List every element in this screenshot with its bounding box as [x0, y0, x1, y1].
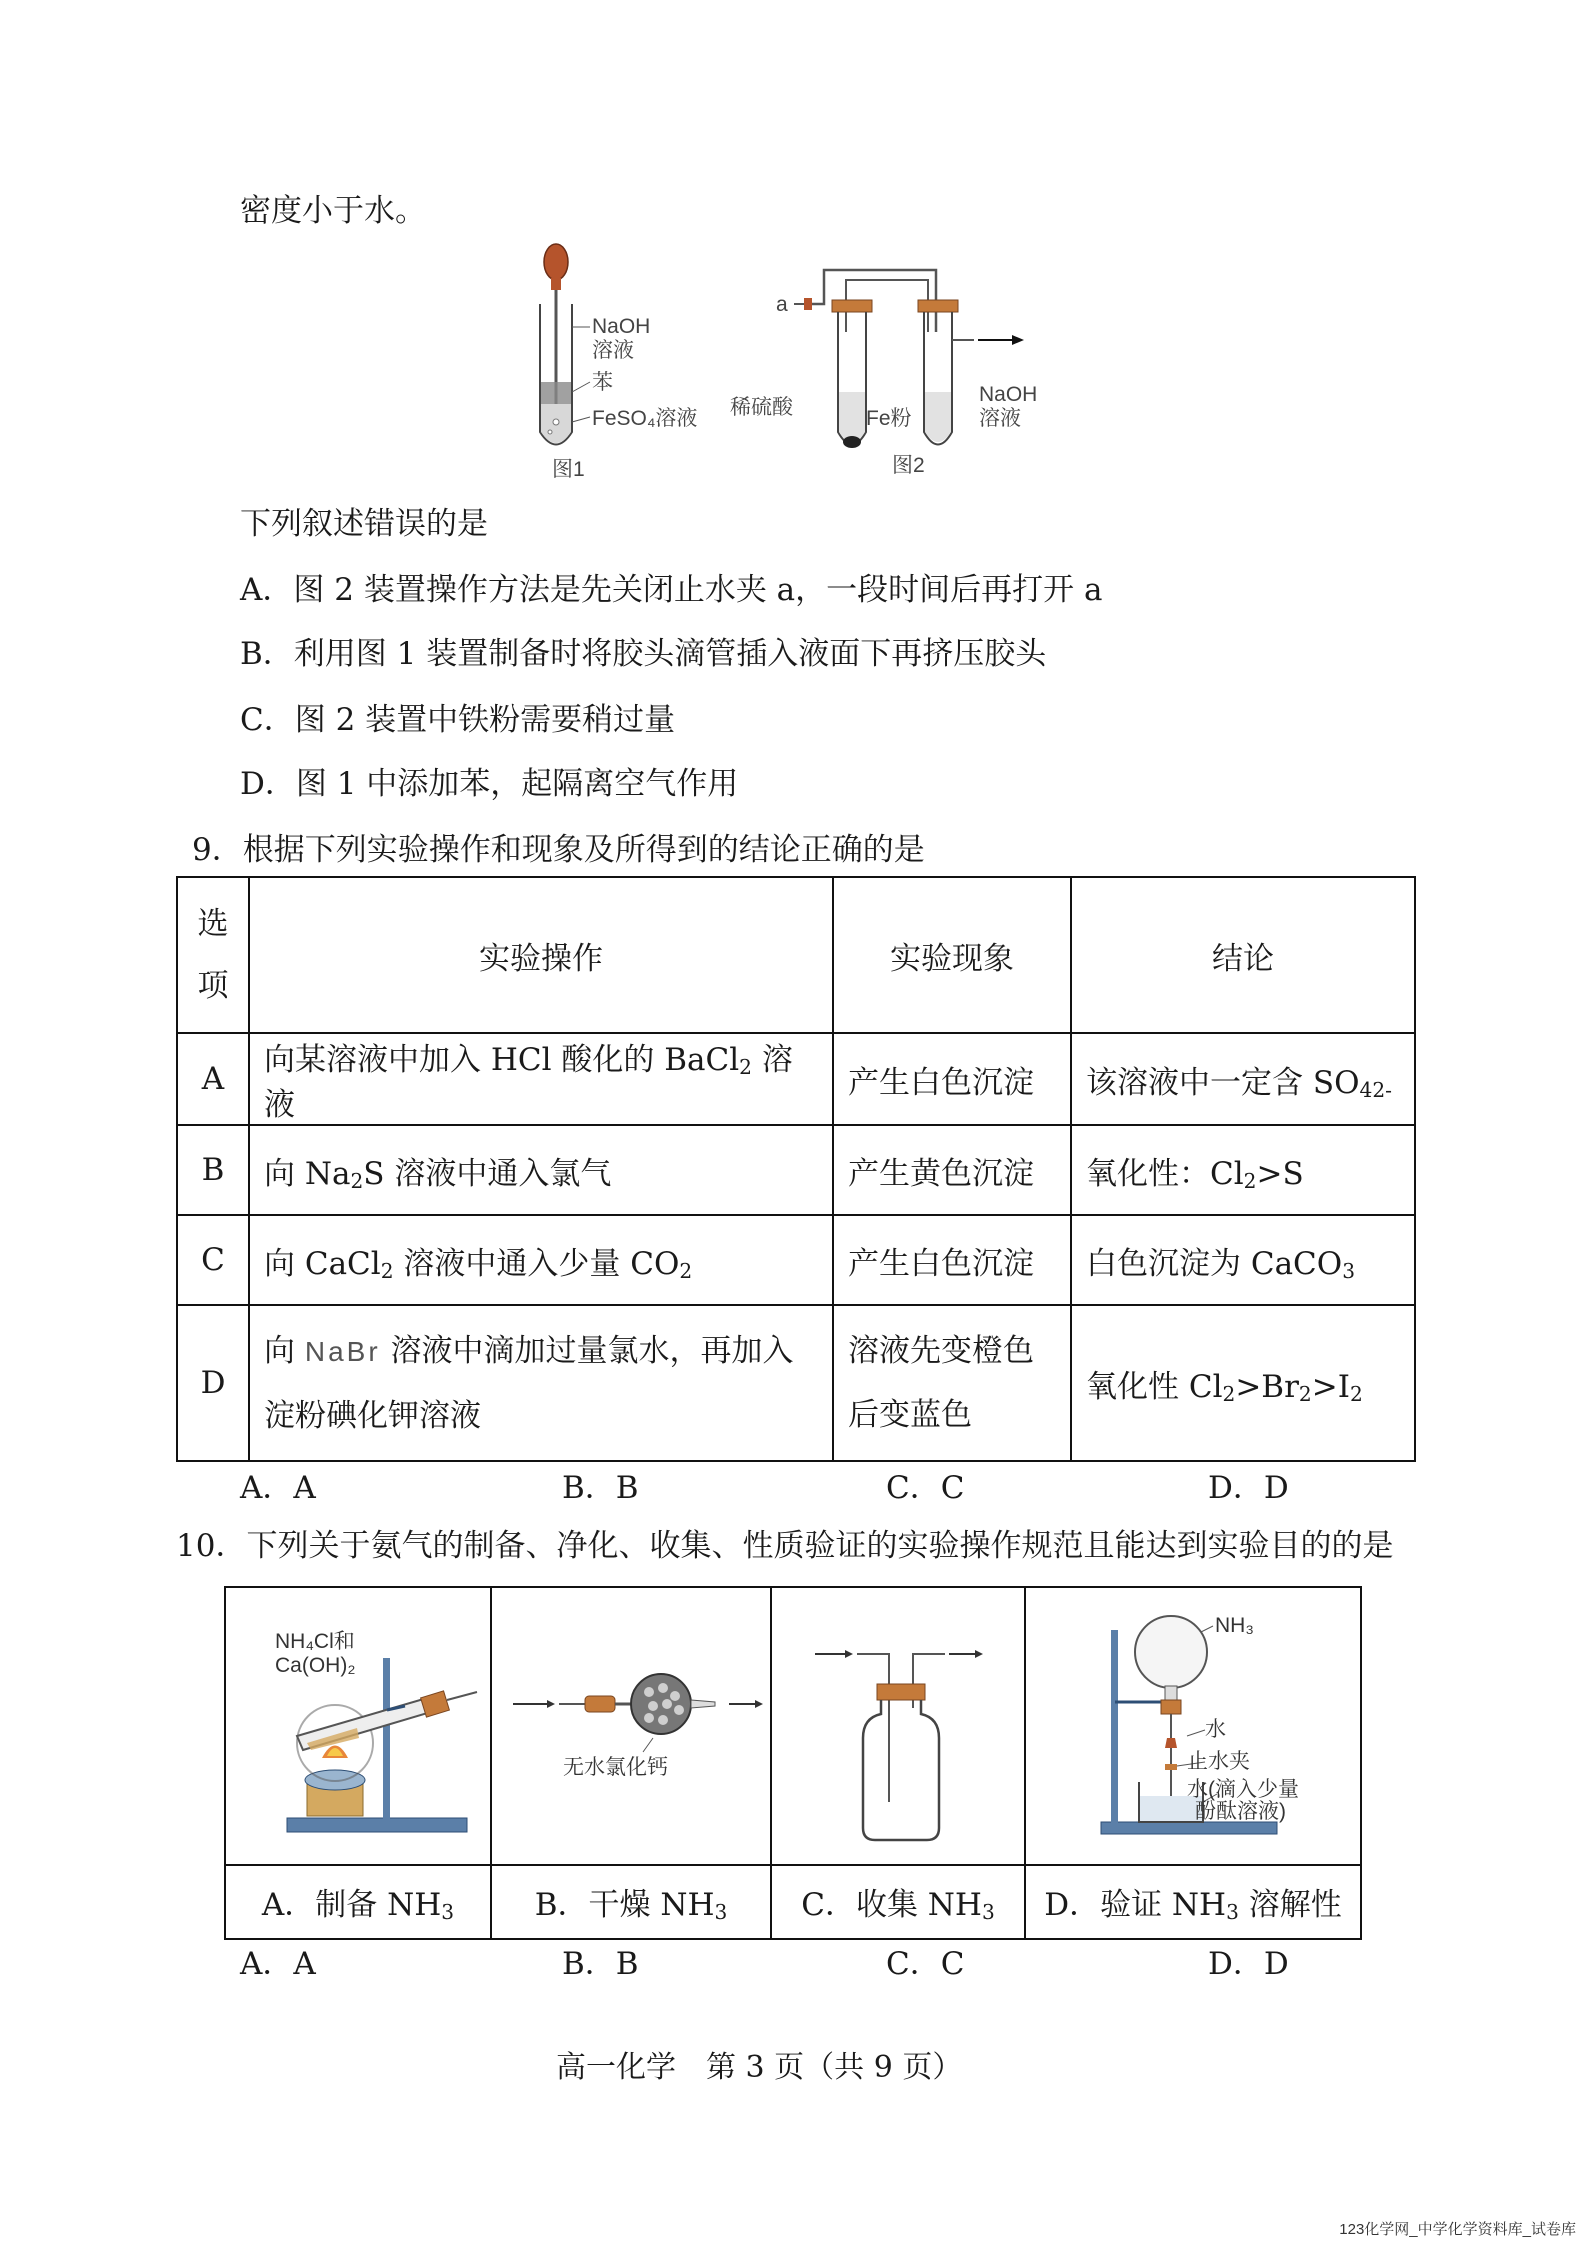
- q9-table: [176, 876, 1416, 1462]
- q10-panel-d: [1025, 1587, 1361, 1865]
- table-row: [177, 1125, 1415, 1215]
- panel-d-label-clamp: 止水夹: [1187, 1750, 1250, 1773]
- q9-row-d-phenomenon: 溶液先变橙色 后变蓝色: [833, 1305, 1071, 1461]
- q9-answer-a: A．A: [240, 1470, 316, 1506]
- panel-d-label-water2: 水(滴入少量: [1187, 1778, 1299, 1801]
- fig2-caption: 图2: [892, 454, 925, 477]
- q8-stem: 下列叙述错误的是: [240, 506, 488, 542]
- panel-a-label-2: Ca(OH)₂: [275, 1654, 356, 1677]
- q10-panel-a: [225, 1587, 491, 1865]
- q9-row-d-option: D: [177, 1305, 249, 1461]
- apparatus-b-icon: [493, 1588, 769, 1856]
- q9-row-a-phenomenon: 产生白色沉淀: [833, 1033, 1071, 1125]
- q8-option-b: B．利用图 1 装置制备时将胶头滴管插入液面下再挤压胶头: [240, 636, 1047, 672]
- nabr-formula: NaBr: [304, 1335, 381, 1367]
- q9-row-d-operation: 向 NaBr 溶液中滴加过量氯水，再加入 淀粉碘化钾溶液: [249, 1305, 833, 1461]
- q9-answer-b: B．B: [562, 1470, 639, 1506]
- figure-1: [520, 232, 720, 492]
- q9-row-a-option: A: [177, 1033, 249, 1125]
- q10-answer-d: D．D: [1208, 1946, 1289, 1982]
- apparatus-c-icon: [773, 1588, 1023, 1856]
- q9-row-a-operation: 向某溶液中加入 HCl 酸化的 BaCl$_2$ 溶液: [249, 1033, 833, 1125]
- fig1-label-benzene: 苯: [592, 371, 613, 394]
- q9-header-phenomenon: 实验现象: [833, 877, 1071, 1033]
- q9-row-b-phenomenon: 产生黄色沉淀: [833, 1125, 1071, 1215]
- q9-header-option: 选 项: [177, 877, 249, 1033]
- q10-caption-a: A．制备 $NH_3$: [225, 1865, 491, 1939]
- q9-answer-c: C．C: [886, 1470, 965, 1506]
- panel-a-label-1: NH₄Cl和: [275, 1630, 355, 1653]
- fig1-label-solution: 溶液: [592, 339, 634, 362]
- q9-row-d-conclusion: 氧化性 $Cl_2>Br_2>I_2$: [1071, 1305, 1415, 1461]
- intro-tail: 密度小于水。: [240, 193, 426, 229]
- q9-answer-d: D．D: [1208, 1470, 1289, 1506]
- q10-panel-c: [771, 1587, 1025, 1865]
- watermark: 123化学网_中学化学资料库_试卷库: [1339, 2221, 1576, 2238]
- fig2-label-fe: Fe粉: [866, 407, 912, 430]
- q10-stem: 10．下列关于氨气的制备、净化、收集、性质验证的实验操作规范且能达到实验目的的是: [176, 1528, 1394, 1564]
- q8-option-d: D．图 1 中添加苯，起隔离空气作用: [240, 766, 739, 802]
- q8-option-a: A．图 2 装置操作方法是先关闭止水夹 a，一段时间后再打开 a: [240, 572, 1103, 608]
- q10-table: [224, 1586, 1362, 1940]
- panel-b-label: 无水氯化钙: [563, 1756, 668, 1779]
- apparatus-a-icon: [227, 1588, 489, 1856]
- q9-row-c-option: C: [177, 1215, 249, 1305]
- q10-caption-d: D．验证 $NH_3$ 溶解性: [1025, 1865, 1361, 1939]
- q10-answer-c: C．C: [886, 1946, 965, 1982]
- q9-row-b-conclusion: 氧化性：$Cl_2>S$: [1071, 1125, 1415, 1215]
- panel-d-label-water: 水: [1205, 1718, 1226, 1741]
- q9-row-c-conclusion: 白色沉淀为 CaCO$_3$: [1071, 1215, 1415, 1305]
- q10-answer-b: B．B: [562, 1946, 639, 1982]
- q9-row-c-operation: 向 CaCl$_2$ 溶液中通入少量 $CO_2$: [249, 1215, 833, 1305]
- q10-caption-b: B．干燥 $NH_3$: [491, 1865, 771, 1939]
- fig2-label-acid: 稀硫酸: [730, 396, 793, 419]
- fig2-label-naoh: NaOH: [979, 383, 1038, 406]
- q9-header-row: [177, 877, 1415, 1033]
- q9-header-operation: 实验操作: [249, 877, 833, 1033]
- fig1-label-naoh: NaOH: [592, 315, 651, 338]
- fig2-label-a: a: [776, 293, 788, 316]
- table-row: [177, 1215, 1415, 1305]
- q10-panel-b: [491, 1587, 771, 1865]
- q9-row-a-conclusion: 该溶液中一定含 $SO_{42-}$: [1071, 1033, 1415, 1125]
- page-footer: 高一化学 第 3 页（共 9 页）: [556, 2050, 963, 2085]
- q9-row-b-option: B: [177, 1125, 249, 1215]
- q10-caption-row: [225, 1865, 1361, 1939]
- figure-2: [726, 252, 1066, 492]
- q8-option-c: C．图 2 装置中铁粉需要稍过量: [240, 702, 676, 738]
- panel-d-label-phenol: 酚酞溶液): [1195, 1800, 1286, 1823]
- fig1-label-feso4: FeSO₄溶液: [592, 407, 698, 430]
- q9-stem: 9．根据下列实验操作和现象及所得到的结论正确的是: [192, 832, 925, 868]
- q10-caption-c: C．收集 $NH_3$: [771, 1865, 1025, 1939]
- q10-figure-row: [225, 1587, 1361, 1865]
- q10-answer-a: A．A: [240, 1946, 316, 1982]
- fig1-caption: 图1: [552, 458, 585, 481]
- apparatus-d-icon: [1027, 1588, 1359, 1856]
- table-row: [177, 1305, 1415, 1461]
- fig2-label-solution: 溶液: [979, 407, 1021, 430]
- q9-row-c-phenomenon: 产生白色沉淀: [833, 1215, 1071, 1305]
- q9-row-b-operation: 向 $Na_2S$ 溶液中通入氯气: [249, 1125, 833, 1215]
- q9-header-conclusion: 结论: [1071, 877, 1415, 1033]
- table-row: [177, 1033, 1415, 1125]
- panel-d-label-nh3: NH₃: [1215, 1614, 1254, 1637]
